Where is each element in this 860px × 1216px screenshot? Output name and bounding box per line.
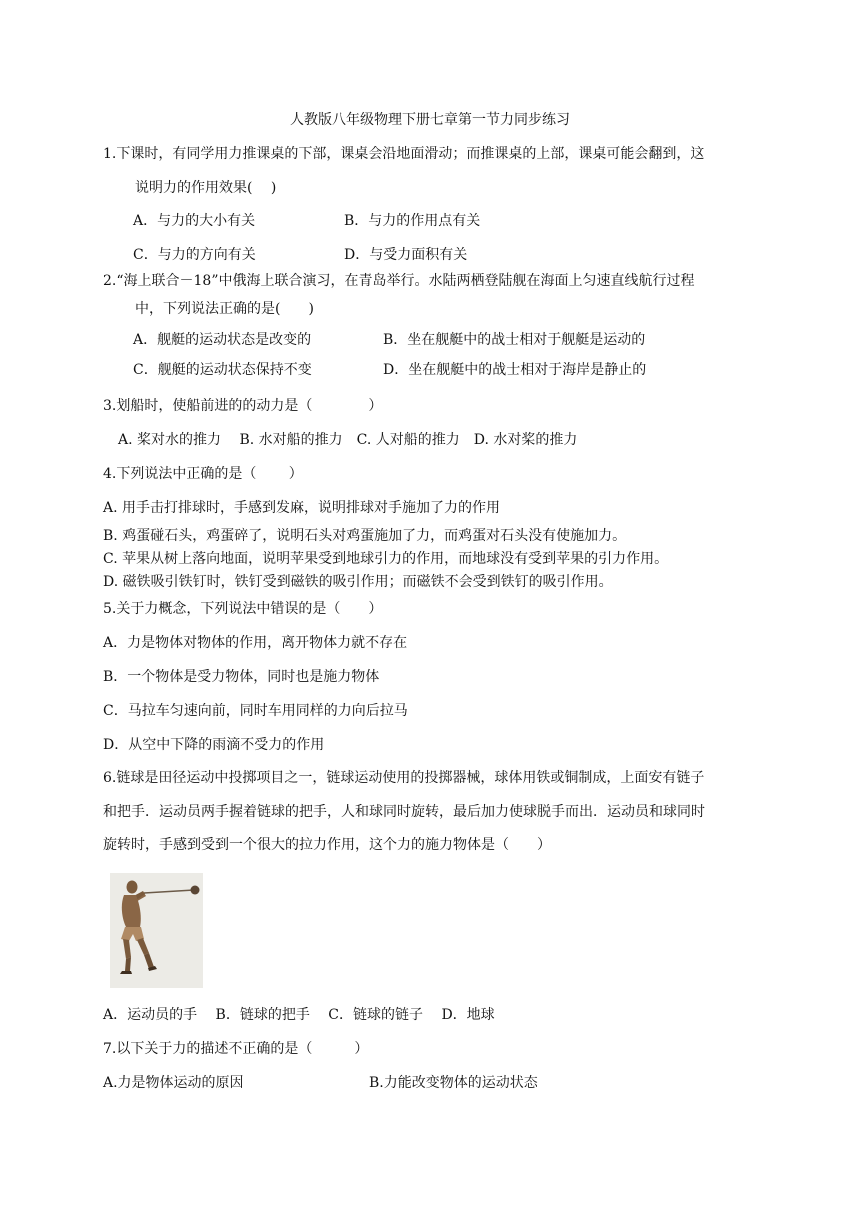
q2-stem-line2: 中，下列说法正确的是( ) xyxy=(135,301,314,317)
q5-option-a: A．力是物体对物体的作用，离开物体力就不存在 xyxy=(103,635,408,651)
q2-option-a: A．舰艇的运动状态是改变的 xyxy=(133,332,312,348)
q1-stem-line2: 说明力的作用效果( ) xyxy=(135,180,277,196)
hammer-thrower-image xyxy=(110,873,203,988)
q4-option-d: D. 磁铁吸引铁钉时，铁钉受到磁铁的吸引作用；而磁铁不会受到铁钉的吸引作用。 xyxy=(103,574,613,590)
q1-option-d: D．与受力面积有关 xyxy=(344,247,468,263)
q4-stem: 4.下列说法中正确的是（ ） xyxy=(103,466,303,482)
q4-option-a: A. 用手击打排球时，手感到发麻，说明排球对手施加了力的作用 xyxy=(103,500,501,516)
q6-stem-line1: 6.链球是田径运动中投掷项目之一，链球运动使用的投掷器械，球体用铁或铜制成，上面安有链子 xyxy=(103,770,705,786)
q5-option-c: C．马拉车匀速向前，同时车用同样的力向后拉马 xyxy=(103,703,408,719)
q6-stem-line2: 和把手．运动员两手握着链球的把手，人和球同时旋转，最后加力使球脱手而出．运动员和球同时 xyxy=(103,804,705,820)
q2-option-c: C．舰艇的运动状态保持不变 xyxy=(133,362,312,378)
q4-option-c: C. 苹果从树上落向地面，说明苹果受到地球引力的作用，而地球没有受到苹果的引力作用。 xyxy=(103,551,669,567)
q2-option-b: B．坐在舰艇中的战士相对于舰艇是运动的 xyxy=(383,332,646,348)
q5-option-b: B．一个物体是受力物体，同时也是施力物体 xyxy=(103,669,380,685)
q1-option-b: B．与力的作用点有关 xyxy=(344,213,481,229)
q1-option-a: A．与力的大小有关 xyxy=(133,213,256,229)
q1-stem-line1: 1.下课时，有同学用力推课桌的下部，课桌会沿地面滑动；而推课桌的上部，课桌可能会翻到，这 xyxy=(103,146,705,162)
q5-option-d: D．从空中下降的雨滴不受力的作用 xyxy=(103,737,325,753)
q1-option-c: C．与力的方向有关 xyxy=(133,247,256,263)
page-title: 人教版八年级物理下册七章第一节力同步练习 xyxy=(290,112,570,128)
q6-options: A．运动员的手 B．链球的把手 C．链球的链子 D．地球 xyxy=(103,1007,495,1023)
q6-stem-line3: 旋转时，手感到受到一个很大的拉力作用，这个力的施力物体是（ ） xyxy=(103,837,551,853)
hammer-thrower-illustration xyxy=(110,873,203,988)
q7-stem: 7.以下关于力的描述不正确的是（ ） xyxy=(103,1041,369,1057)
q2-option-d: D．坐在舰艇中的战士相对于海岸是静止的 xyxy=(383,362,647,378)
q2-stem-line1: 2.“海上联合－18”中俄海上联合演习，在青岛举行。水陆两栖登陆舰在海面上匀速直线航行过程 xyxy=(103,273,695,289)
q7-option-a: A.力是物体运动的原因 xyxy=(103,1075,244,1091)
q3-stem: 3.划船时，使船前进的的动力是（ ） xyxy=(103,398,383,414)
q3-options: A. 桨对水的推力 B. 水对船的推力 C. 人对船的推力 D. 水对桨的推力 xyxy=(118,432,578,448)
q4-option-b: B. 鸡蛋碰石头，鸡蛋碎了，说明石头对鸡蛋施加了力，而鸡蛋对石头没有使施加力。 xyxy=(103,528,627,544)
q7-option-b: B.力能改变物体的运动状态 xyxy=(369,1075,538,1091)
q5-stem: 5.关于力概念，下列说法中错误的是（ ） xyxy=(103,601,383,617)
